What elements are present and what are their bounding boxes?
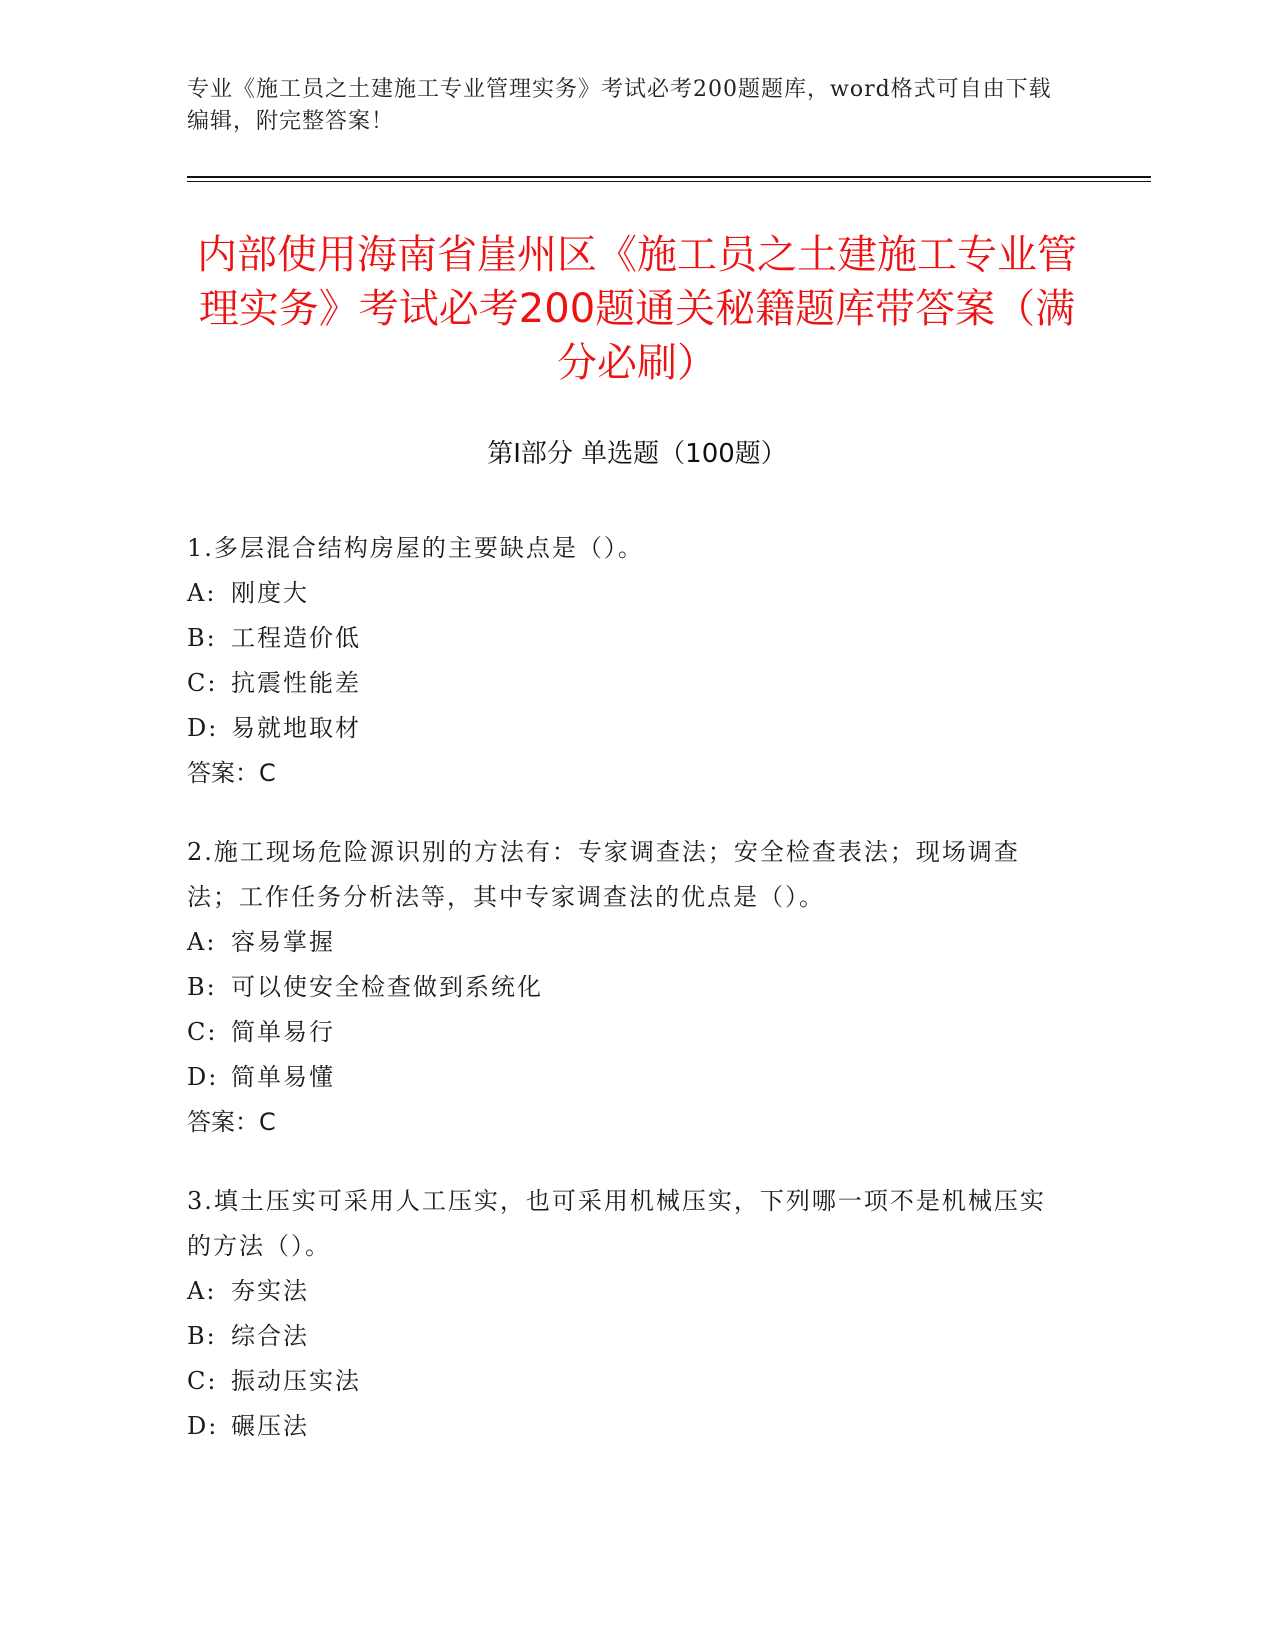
option-text: 刚度大	[231, 579, 309, 607]
question-list	[187, 526, 1067, 1483]
option-b	[187, 616, 1067, 661]
option-b	[187, 965, 1067, 1010]
question-stem: 1.多层混合结构房屋的主要缺点是（）。	[187, 534, 644, 562]
question-item	[187, 830, 1067, 1145]
question-stem: 3.填土压实可采用人工压实，也可采用机械压实，下列哪一项不是机械压实的方法（）。	[187, 1187, 1046, 1260]
option-c	[187, 1010, 1067, 1055]
option-letter: A:	[187, 928, 217, 956]
option-text: 简单易懂	[231, 1063, 335, 1091]
option-text: 可以使安全检查做到系统化	[231, 973, 543, 1001]
option-text: 综合法	[231, 1322, 309, 1350]
option-letter: A:	[187, 1277, 217, 1305]
question-item	[187, 526, 1067, 796]
answer-line: 答案：C	[187, 1108, 276, 1136]
answer-line: 答案：C	[187, 759, 276, 787]
option-text: 抗震性能差	[231, 669, 361, 697]
option-text: 易就地取材	[231, 714, 361, 742]
option-text: 简单易行	[231, 1018, 335, 1046]
option-letter: D:	[187, 1063, 219, 1091]
option-c	[187, 1359, 1067, 1404]
option-text: 容易掌握	[231, 928, 335, 956]
option-d	[187, 1055, 1067, 1100]
option-text: 工程造价低	[231, 624, 361, 652]
option-text: 夯实法	[231, 1277, 309, 1305]
option-text: 振动压实法	[231, 1367, 361, 1395]
option-a	[187, 920, 1067, 965]
option-letter: D:	[187, 714, 219, 742]
option-d	[187, 706, 1067, 751]
section-title: 第Ⅰ部分 单选题（100题）	[487, 439, 787, 469]
option-a	[187, 1269, 1067, 1314]
document-title: 内部使用海南省崖州区《施工员之土建施工专业管理实务》考试必考200题通关秘籍题库带答案（满分必刷）	[197, 232, 1077, 386]
option-letter: B:	[187, 624, 217, 652]
header-divider-thick	[187, 176, 1151, 178]
option-d	[187, 1404, 1067, 1449]
question-item	[187, 1179, 1067, 1449]
page-header-note: 专业《施工员之土建施工专业管理实务》考试必考200题题库，word格式可自由下载编辑，附完整答案！	[187, 77, 1052, 134]
option-letter: C:	[187, 1018, 218, 1046]
option-c	[187, 661, 1067, 706]
option-letter: C:	[187, 669, 218, 697]
option-b	[187, 1314, 1067, 1359]
header-divider-thin	[187, 181, 1151, 182]
option-text: 碾压法	[231, 1412, 309, 1440]
option-letter: B:	[187, 973, 217, 1001]
option-letter: D:	[187, 1412, 219, 1440]
option-a	[187, 571, 1067, 616]
option-letter: A:	[187, 579, 217, 607]
option-letter: C:	[187, 1367, 218, 1395]
question-stem: 2.施工现场危险源识别的方法有：专家调查法；安全检查表法；现场调查法；工作任务分析法等，其中专家调查法的优点是（）。	[187, 838, 1020, 911]
option-letter: B:	[187, 1322, 217, 1350]
